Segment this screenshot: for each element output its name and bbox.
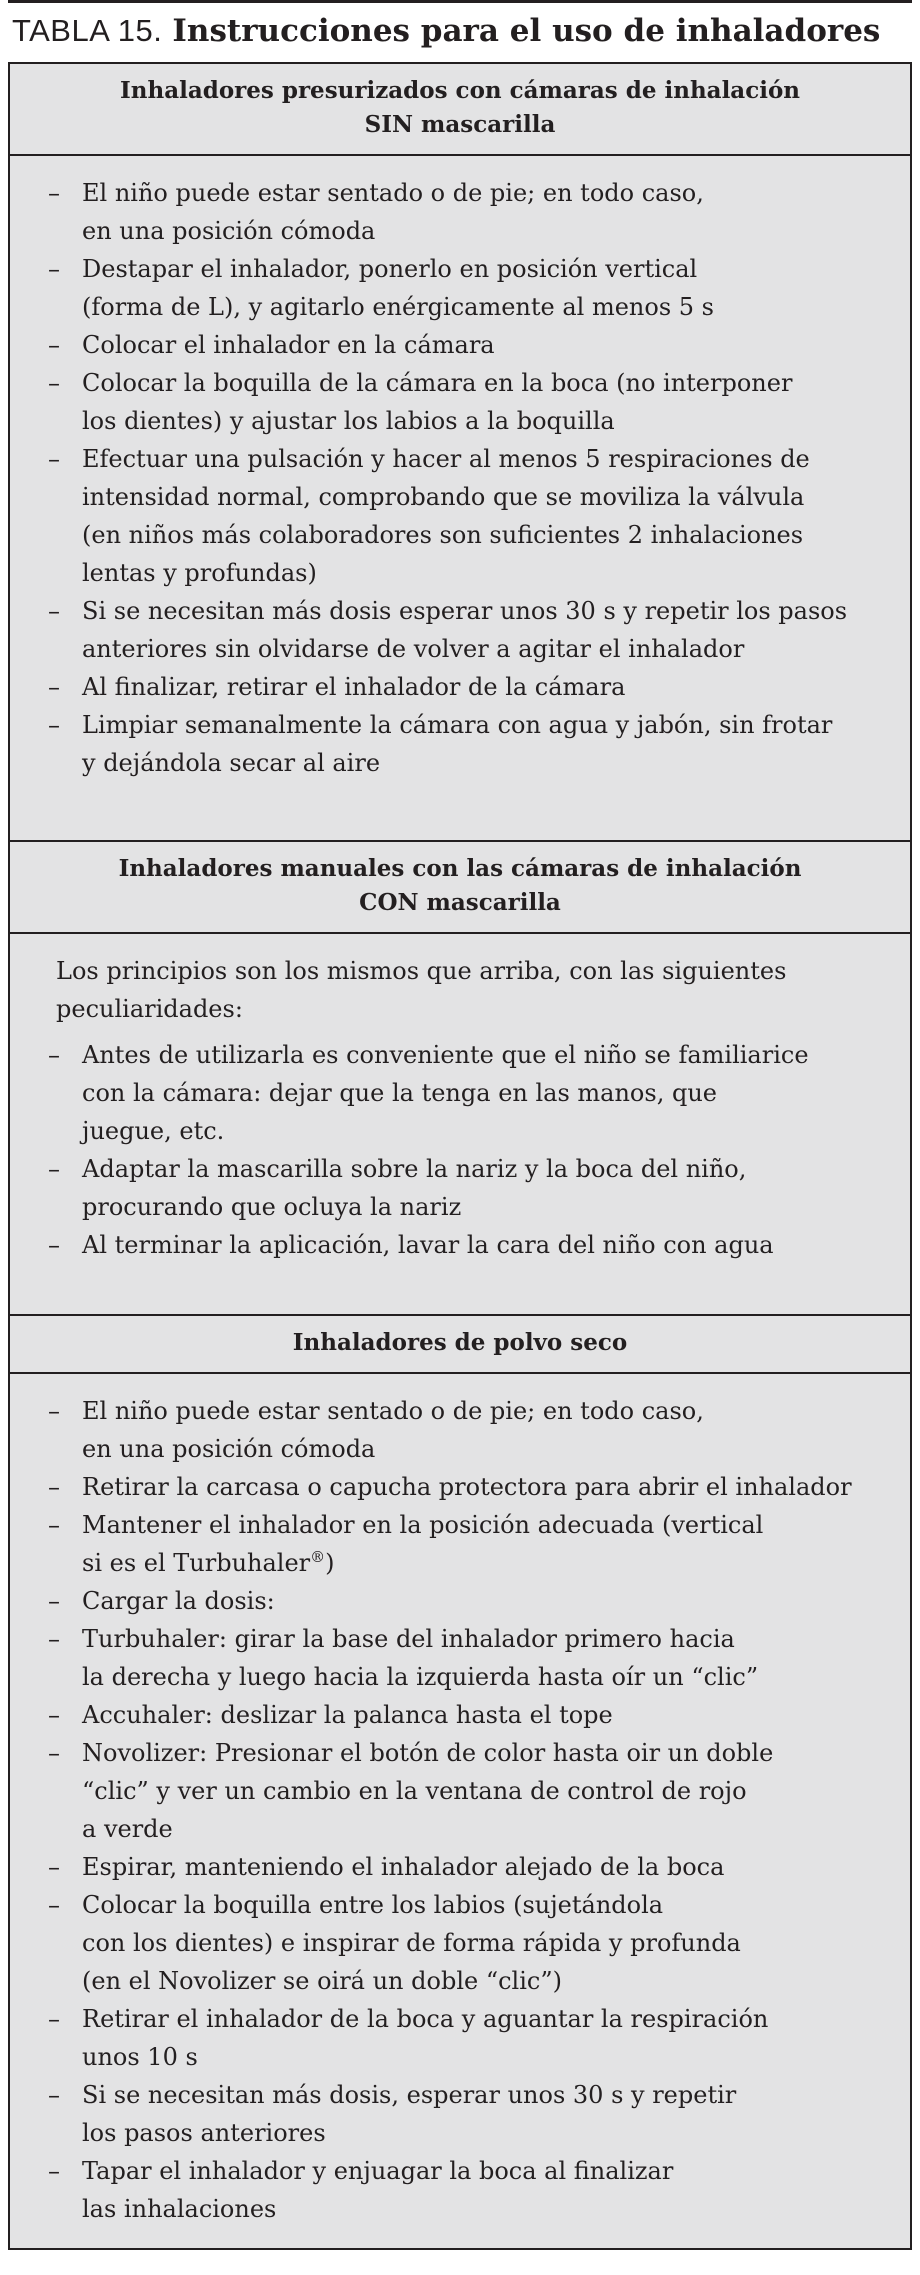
heading-line: Inhaladores de polvo seco xyxy=(292,1329,628,1356)
section-heading xyxy=(10,1316,910,1374)
section-intro xyxy=(56,952,886,1028)
item-line: Turbuhaler: girar la base del inhalador primero hacia xyxy=(82,1625,735,1653)
item-line: Retirar el inhalador de la boca y aguantar la respiración xyxy=(82,2005,769,2033)
list-item: – Al finalizar, retirar el inhalador de la cámara xyxy=(42,668,886,706)
item-line: los dientes) y ajustar los labios a la boquilla xyxy=(82,407,615,435)
item-line: juegue, etc. xyxy=(82,1117,225,1145)
item-line: con los dientes) e inspirar de forma rápida y profunda xyxy=(82,1929,741,1957)
item-line: con la cámara: dejar que la tenga en las manos, que xyxy=(82,1079,717,1107)
list-item: – El niño puede estar sentado o de pie; en todo caso, en una posición cómoda xyxy=(42,174,886,250)
table-caption xyxy=(8,0,912,48)
list-item: – Retirar la carcasa o capucha protectora para abrir el inhalador xyxy=(42,1468,886,1506)
list-item: – Adaptar la mascarilla sobre la nariz y la boca del niño, procurando que ocluya la nariz xyxy=(42,1150,886,1226)
item-line: en una posición cómoda xyxy=(82,217,376,245)
item-line: Novolizer: Presionar el botón de color hasta oir un doble xyxy=(82,1739,774,1767)
item-line: (forma de L), y agitarlo enérgicamente al menos 5 s xyxy=(82,293,714,321)
list-item: – Novolizer: Presionar el botón de color hasta oir un doble “clic” y ver un cambio en la ventana de control de rojo a verde xyxy=(42,1734,886,1848)
list-item: – Colocar el inhalador en la cámara xyxy=(42,326,886,364)
intro-line: Los principios son los mismos que arriba, con las siguientes xyxy=(56,957,787,985)
instruction-list xyxy=(42,174,886,782)
list-item: – Colocar la boquilla entre los labios (sujetándola con los dientes) e inspirar de forma rápida y profunda (en el Novolizer se oirá un doble “clic”) xyxy=(42,1886,886,2000)
item-line: y dejándola secar al aire xyxy=(82,749,381,777)
list-item: – Antes de utilizarla es conveniente que el niño se familiarice con la cámara: dejar que la tenga en las manos, que juegue, etc. xyxy=(42,1036,886,1150)
list-item: – Cargar la dosis: xyxy=(42,1582,886,1620)
item-line: Colocar el inhalador en la cámara xyxy=(82,331,495,359)
item-line: Al terminar la aplicación, lavar la cara del niño con agua xyxy=(82,1231,774,1259)
item-line: Colocar la boquilla entre los labios (sujetándola xyxy=(82,1891,664,1919)
heading-line: CON mascarilla xyxy=(359,889,561,916)
list-item: – Limpiar semanalmente la cámara con agua y jabón, sin frotar y dejándola secar al aire xyxy=(42,706,886,782)
list-item: – Accuhaler: deslizar la palanca hasta el tope xyxy=(42,1696,886,1734)
list-item: – Efectuar una pulsación y hacer al menos 5 respiraciones de intensidad normal, comprobando que se moviliza la válvula (en niños más colaboradores son suficientes 2 inhalaciones lentas y profundas) xyxy=(42,440,886,592)
item-line: Antes de utilizarla es conveniente que el niño se familiarice xyxy=(82,1041,809,1069)
item-line: Cargar la dosis: xyxy=(82,1587,275,1615)
item-line: Mantener el inhalador en la posición adecuada (vertical xyxy=(82,1511,764,1539)
item-line: si es el Turbuhaler®) xyxy=(82,1548,335,1577)
section-heading xyxy=(10,64,910,156)
item-line: los pasos anteriores xyxy=(82,2119,326,2147)
list-item: – Mantener el inhalador en la posición adecuada (vertical si es el Turbuhaler®) xyxy=(42,1506,886,1582)
item-line: El niño puede estar sentado o de pie; en todo caso, xyxy=(82,179,704,207)
table-title: Instrucciones para el uso de inhaladores xyxy=(172,13,881,49)
item-line: Adaptar la mascarilla sobre la nariz y la boca del niño, xyxy=(82,1155,747,1183)
item-line: procurando que ocluya la nariz xyxy=(82,1193,462,1221)
list-item: – Tapar el inhalador y enjuagar la boca al finalizar las inhalaciones xyxy=(42,2152,886,2228)
heading-line: Inhaladores manuales con las cámaras de inhalación xyxy=(118,855,802,882)
item-line: (en el Novolizer se oirá un doble “clic”) xyxy=(82,1967,562,1995)
section-body xyxy=(10,934,910,1316)
table-label: TABLA 15. xyxy=(12,13,163,48)
section-body xyxy=(10,1374,910,2248)
item-line: Si se necesitan más dosis esperar unos 30 s y repetir los pasos xyxy=(82,597,848,625)
item-line: anteriores sin olvidarse de volver a agitar el inhalador xyxy=(82,635,745,663)
item-line: lentas y profundas) xyxy=(82,559,317,587)
instruction-list xyxy=(42,1036,886,1264)
item-line: a verde xyxy=(82,1815,173,1843)
item-line: Si se necesitan más dosis, esperar unos 30 s y repetir xyxy=(82,2081,737,2109)
heading-line: Inhaladores presurizados con cámaras de inhalación xyxy=(119,77,801,104)
list-item: – Si se necesitan más dosis esperar unos 30 s y repetir los pasos anteriores sin olvidarse de volver a agitar el inhalador xyxy=(42,592,886,668)
section-body xyxy=(10,156,910,842)
item-line: Efectuar una pulsación y hacer al menos 5 respiraciones de xyxy=(82,445,810,473)
intro-line: peculiaridades: xyxy=(56,995,243,1023)
item-line: la derecha y luego hacia la izquierda hasta oír un “clic” xyxy=(82,1663,759,1691)
item-line: intensidad normal, comprobando que se moviliza la válvula xyxy=(82,483,805,511)
list-item: – Retirar el inhalador de la boca y aguantar la respiración unos 10 s xyxy=(42,2000,886,2076)
item-line: Limpiar semanalmente la cámara con agua y jabón, sin frotar xyxy=(82,711,833,739)
section-pressurized-without-mask xyxy=(10,64,910,842)
instruction-list xyxy=(42,1392,886,2228)
list-item: – Si se necesitan más dosis, esperar unos 30 s y repetir los pasos anteriores xyxy=(42,2076,886,2152)
instructions-table xyxy=(8,62,912,2250)
item-line: Espirar, manteniendo el inhalador alejado de la boca xyxy=(82,1853,725,1881)
section-dry-powder xyxy=(10,1316,910,2248)
list-item: – Al terminar la aplicación, lavar la cara del niño con agua xyxy=(42,1226,886,1264)
item-line: unos 10 s xyxy=(82,2043,198,2071)
item-line: las inhalaciones xyxy=(82,2195,277,2223)
section-manual-with-mask xyxy=(10,842,910,1316)
item-line: “clic” y ver un cambio en la ventana de control de rojo xyxy=(82,1777,747,1805)
heading-line: SIN mascarilla xyxy=(364,111,556,138)
item-line: Retirar la carcasa o capucha protectora para abrir el inhalador xyxy=(82,1473,852,1501)
list-item: – Colocar la boquilla de la cámara en la boca (no interponer los dientes) y ajustar los labios a la boquilla xyxy=(42,364,886,440)
item-line: Tapar el inhalador y enjuagar la boca al finalizar xyxy=(82,2157,674,2185)
list-item: – El niño puede estar sentado o de pie; en todo caso, en una posición cómoda xyxy=(42,1392,886,1468)
item-line: Al finalizar, retirar el inhalador de la cámara xyxy=(82,673,626,701)
list-item: – Destapar el inhalador, ponerlo en posición vertical (forma de L), y agitarlo enérgicamente al menos 5 s xyxy=(42,250,886,326)
list-item: – Turbuhaler: girar la base del inhalador primero hacia la derecha y luego hacia la izquierda hasta oír un “clic” xyxy=(42,1620,886,1696)
item-line: Colocar la boquilla de la cámara en la boca (no interponer xyxy=(82,369,793,397)
item-line: Destapar el inhalador, ponerlo en posición vertical xyxy=(82,255,698,283)
item-line: El niño puede estar sentado o de pie; en todo caso, xyxy=(82,1397,704,1425)
list-item: – Espirar, manteniendo el inhalador alejado de la boca xyxy=(42,1848,886,1886)
item-line: (en niños más colaboradores son suficientes 2 inhalaciones xyxy=(82,521,804,549)
section-heading xyxy=(10,842,910,934)
item-line: en una posición cómoda xyxy=(82,1435,376,1463)
item-line: Accuhaler: deslizar la palanca hasta el tope xyxy=(82,1701,613,1729)
